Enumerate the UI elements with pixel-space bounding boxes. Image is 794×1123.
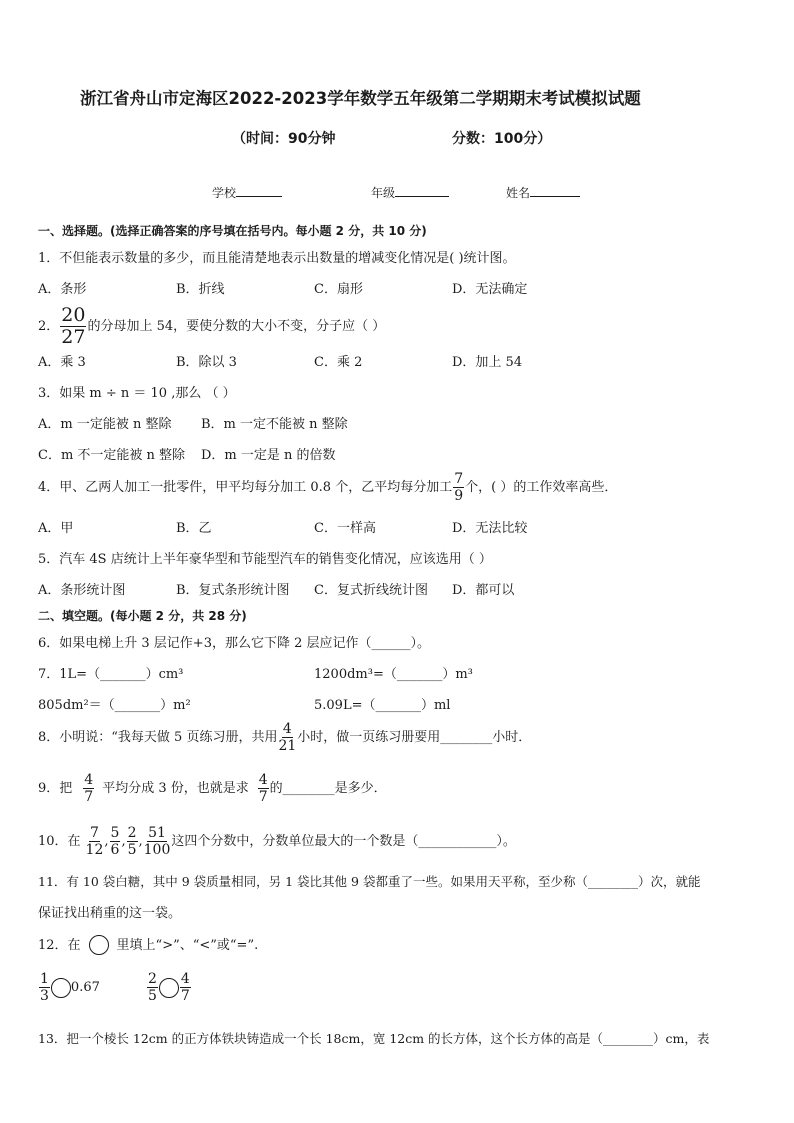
q9-fraction-2 [258, 773, 269, 804]
q2-denominator: 27 [61, 326, 86, 348]
q4-denominator: 9 [454, 488, 464, 504]
q12-right-numerator-1: 2 [148, 971, 157, 987]
q2-option-d[interactable]: D．加上 54 [452, 355, 523, 370]
q2-prefix: 2． [38, 319, 60, 334]
q4-text-a: 4．甲、乙两人加工一批零件，甲平均每分加工 0.8 个，乙平均每分加工 [38, 480, 453, 495]
grade-field [371, 184, 449, 199]
q10-fraction-3 [127, 826, 138, 857]
q3-option-d[interactable]: D．m 一定是 n 的倍数 [201, 448, 336, 463]
question-8 [38, 722, 531, 753]
q5-option-a[interactable]: A．条形统计图 [38, 583, 126, 598]
question-1: 1．不但能表示数量的多少，而且能清楚地表示出数量的增减变化情况是( )统计图。 [38, 251, 516, 266]
q9-numerator-1: 4 [84, 772, 94, 788]
q12-compare-right [146, 972, 192, 1003]
question-7c: 805dm²＝（_______）m² [38, 698, 191, 713]
exam-score: 分数：100分） [452, 131, 552, 147]
q4-option-c[interactable]: C．一样高 [314, 521, 376, 536]
q1-option-c[interactable]: C．扇形 [314, 282, 363, 297]
q10-text: 这四个分数中，分数单位最大的一个数是（____________）。 [171, 834, 516, 849]
question-11-line-1: 11．有 10 袋白糖，其中 9 袋质量相同，另 1 袋比其他 9 袋都重了一些。如果用天平称，至少称（________）次，就能 [38, 874, 701, 889]
school-field [212, 184, 282, 199]
question-10 [38, 826, 516, 857]
section-heading-fill: 二、填空题。(每小题 2 分，共 28 分) [38, 609, 247, 623]
q10-denominator-3: 5 [127, 842, 137, 858]
q10-fraction-1 [86, 826, 104, 857]
question-7a: 7．1L=（_______）cm³ [38, 667, 184, 682]
q1-option-b[interactable]: B．折线 [176, 282, 225, 297]
q12-right-denominator-2: 7 [180, 988, 190, 1004]
name-label: 姓名 [506, 186, 531, 200]
grade-label: 年级 [371, 186, 396, 200]
q2-text: 的分母加上 54，要使分数的大小不变，分子应（ ） [87, 319, 386, 334]
question-2 [38, 306, 385, 347]
name-blank[interactable] [530, 184, 580, 197]
q12-right-fraction-1 [147, 972, 158, 1003]
q8-denominator: 21 [278, 738, 297, 754]
q5-option-c[interactable]: C．复式折线统计图 [314, 583, 428, 598]
q2-option-c[interactable]: C．乘 2 [314, 355, 363, 370]
q4-option-a[interactable]: A．甲 [38, 521, 74, 536]
q12-left-value: 0.67 [70, 980, 100, 995]
q8-numerator: 4 [282, 721, 292, 737]
q10-numerator-4: 51 [148, 825, 166, 841]
school-label: 学校 [212, 186, 237, 200]
q12-text-a: 12．在 [38, 937, 81, 953]
section-heading-choice: 一、选择题。(选择正确答案的序号填在括号内。每小题 2 分，共 10 分) [38, 224, 427, 238]
q2-option-a[interactable]: A．乘 3 [38, 355, 86, 370]
q12-left-numerator: 1 [40, 971, 49, 987]
q8-fraction [278, 722, 296, 753]
q9-fraction-1 [83, 773, 94, 804]
q10-denominator-4: 100 [143, 842, 171, 858]
question-13: 13．把一个棱长 12cm 的正方体铁块铸造成一个长 18cm，宽 12cm 的长方体，这个长方体的高是（________）cm，表 [38, 1031, 710, 1046]
q12-right-denominator-1: 5 [148, 988, 157, 1004]
q10-comma-3: , [138, 834, 143, 849]
q10-fraction-4 [144, 826, 171, 857]
q9-text-a: 9．把 [38, 781, 73, 796]
q10-denominator-1: 12 [85, 842, 104, 858]
q12-left-fraction [39, 972, 50, 1003]
question-9 [38, 773, 387, 804]
q4-text-b: 个，( ）的工作效率高些． [465, 480, 618, 495]
name-field [506, 184, 580, 199]
q4-numerator: 7 [454, 471, 464, 487]
q8-text-a: 8．小明说：“我每天做 5 页练习册，共用 [38, 730, 278, 745]
q10-numerator-3: 2 [127, 825, 137, 841]
q12-compare-left [38, 972, 100, 1003]
q9-denominator-1: 7 [84, 789, 94, 805]
school-blank[interactable] [236, 184, 282, 197]
q2-numerator: 20 [61, 304, 86, 326]
question-7b: 1200dm³=（_______）m³ [314, 667, 473, 682]
q5-option-b[interactable]: B．复式条形统计图 [176, 583, 290, 598]
q4-option-d[interactable]: D．无法比较 [452, 521, 528, 536]
q9-text-c: 的________是多少． [269, 781, 387, 796]
q9-numerator-2: 4 [258, 772, 268, 788]
q12-right-numerator-2: 4 [180, 971, 190, 987]
question-4 [38, 472, 617, 503]
q1-option-a[interactable]: A．条形 [38, 282, 87, 297]
q1-option-d[interactable]: D．无法确定 [452, 282, 528, 297]
q10-denominator-2: 6 [110, 842, 120, 858]
q2-fraction [60, 306, 86, 347]
circle-icon [89, 935, 109, 955]
q4-fraction [453, 472, 464, 503]
q10-numerator-2: 5 [110, 825, 120, 841]
q10-comma-1: , [104, 834, 109, 849]
q2-option-b[interactable]: B．除以 3 [176, 355, 237, 370]
q9-text-b: 平均分成 3 份，也就是求 [102, 781, 249, 796]
q3-option-c[interactable]: C．m 不一定能被 n 整除 [38, 448, 186, 463]
q12-left-answer-circle[interactable] [51, 978, 71, 998]
question-5: 5．汽车 4S 店统计上半年豪华型和节能型汽车的销售变化情况，应该选用（ ） [38, 552, 492, 567]
q10-comma-2: , [121, 834, 126, 849]
page-title: 浙江省舟山市定海区2022-2023学年数学五年级第二学期期末考试模拟试题 [80, 89, 641, 108]
q12-left-denominator: 3 [40, 988, 49, 1004]
grade-blank[interactable] [395, 184, 449, 197]
q5-option-d[interactable]: D．都可以 [452, 583, 515, 598]
q10-prefix: 10．在 [38, 834, 81, 849]
q12-right-answer-circle[interactable] [159, 978, 179, 998]
question-11-line-2: 保证找出稍重的这一袋。 [38, 906, 182, 921]
q10-fraction-2 [110, 826, 121, 857]
question-12 [38, 935, 258, 955]
q10-numerator-1: 7 [90, 825, 99, 841]
q12-right-fraction-2 [180, 972, 191, 1003]
q4-option-b[interactable]: B．乙 [176, 521, 212, 536]
q3-option-a[interactable]: A．m 一定能被 n 整除 [38, 417, 172, 432]
q12-text-b: 里填上“>”、“<”或“=”. [116, 937, 259, 953]
q9-denominator-2: 7 [258, 789, 268, 805]
q3-option-b[interactable]: B．m 一定不能被 n 整除 [201, 417, 348, 432]
q8-text-b: 小时，做一页练习册要用________小时． [297, 730, 532, 745]
exam-time: （时间：90分钟 [232, 131, 336, 147]
question-3: 3．如果 m ÷ n ＝ 10 ,那么 （ ） [38, 386, 236, 401]
question-7d: 5.09L=（_______）ml [314, 698, 451, 713]
question-6: 6．如果电梯上升 3 层记作+3，那么它下降 2 层应记作（______）。 [38, 636, 431, 651]
